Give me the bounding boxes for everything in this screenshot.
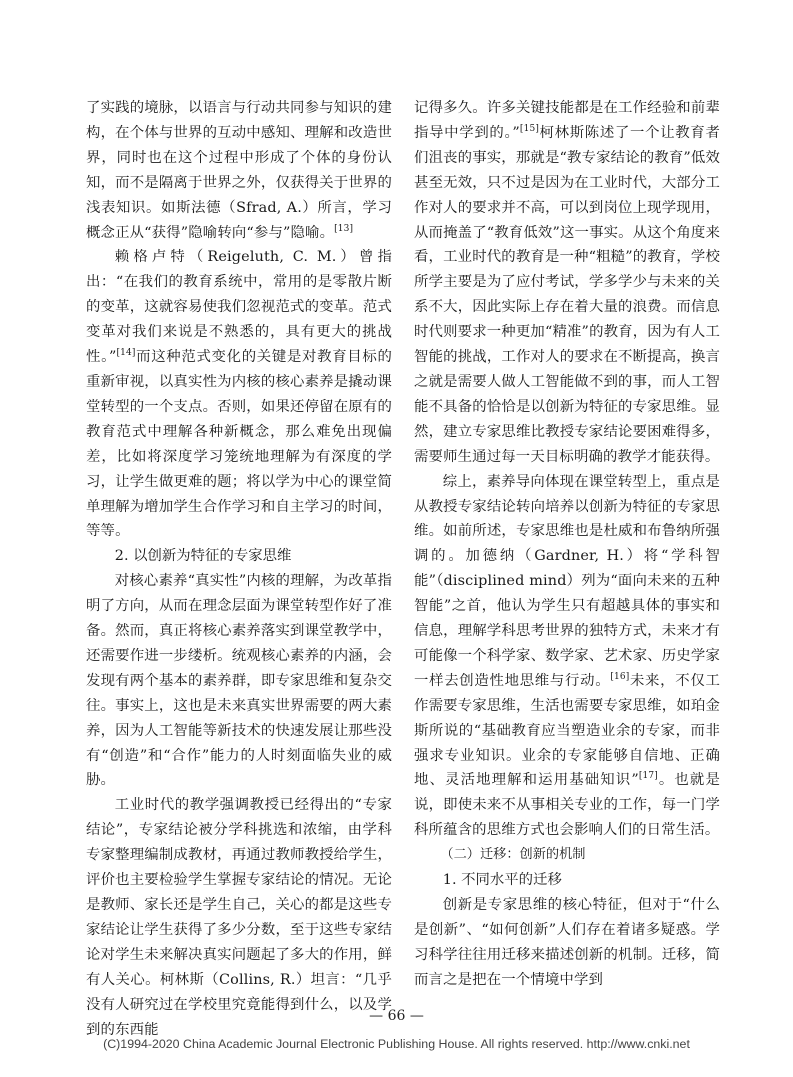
subsection-heading: 2. 以创新为特征的专家思维 <box>114 548 292 565</box>
paragraph-text: 赖格卢特（Reigeluth, C. M.）曾指出：“在我们的教育系统中，常用的是零散片断的变革，这就容易使我们忽视范式的变革。范式变革对我们来说是不熟悉的，具有更大的挑战性。” <box>86 249 392 366</box>
section-heading: （二）迁移：创新的机制 <box>440 847 586 863</box>
right-column <box>414 96 720 993</box>
paragraph: 对核心素养“真实性”内核的理解，为改革指明了方向，从而在理念层面为课堂转型作好了准备。然而，真正将核心素养落实到课堂教学中，还需要作进一步缕析。统观核心素养的内涵，会发现有两个基本的素养群，即专家思维和复杂交往。事实上，这也是未来真实世界需要的两大素养，因为人工智能等新技术的快速发展让那些没有“创造”和“合作”能力的人时刻面临失业的威胁。 <box>86 573 392 789</box>
paragraph-text: 综上，素养导向体现在课堂转型上，重点是从教授专家结论转向培养以创新为特征的专家思维。如前所述，专家思维也是杜威和布鲁纳所强调的。加德纳（Gardner, H.）将“学科智能”（disciplined mind）列为“面向未来的五种智能”之首，他认为学生只有超越具体的事实和信息，理解学科思考世界的独特方式，未来才有可能像一个科学家、数学家、艺术家、历史学家一样去创造性地思维与行动。 <box>414 473 720 689</box>
citation-ref: [15] <box>519 124 539 135</box>
citation-ref: [16] <box>610 672 630 683</box>
paragraph <box>86 245 392 544</box>
paragraph: 创新是专家思维的核心特征，但对于“什么是创新”、“如何创新”人们存在着诸多疑惑。学习科学往往用迁移来描述创新的机制。迁移，简而言之是把在一个情境中学到 <box>414 897 720 988</box>
citation-ref: [14] <box>116 348 136 359</box>
paragraph-text: 未来，不仅工作需要专家思维，生活也需要专家思维，如珀金斯所说的“基础教育应当塑造业余的专家，而非强求专业知识。业余的专家能够自信地、正确地、灵活地理解和运用基础知识” <box>414 672 720 789</box>
paragraph-text: 柯林斯陈述了一个让教育者们沮丧的事实，那就是“教专家结论的教育”低效甚至无效，只不过是因为在工业时代，大部分工作对人的要求并不高，可以到岗位上现学现用，从而掩盖了“教育低效”这一事实。从这个角度来看，工业时代的教育是一种“粗糙”的教育，学校所学主要是为了应付考试，学多学少与未来的关系不大，因此实际上存在着大量的浪费。而信息时代则要求一种更加“精准”的教育，因为有人工智能的挑战，工作对人的要求在不断提高，换言之就是需要人做人工智能做不到的事，而人工智能不具备的恰恰是以创新为特征的专家思维。显然，建立专家思维比教授专家结论要困难得多，需要师生通过每一天目标明确的教学才能获得。 <box>414 124 720 465</box>
citation-ref: [13] <box>334 223 354 234</box>
copyright-footer: (C)1994-2020 China Academic Journal Electronic Publishing House. All rights reserved. http://www.cnki.net <box>103 1037 690 1051</box>
paragraph-text: 记得多久。许多关键技能都是在工作经验和前辈指导中学到的。” <box>414 100 720 141</box>
paragraph <box>414 96 720 470</box>
left-column <box>86 96 392 1042</box>
subsection-heading: 1. 不同水平的迁移 <box>442 872 562 889</box>
paragraph: 工业时代的教学强调教授已经得出的“专家结论”，专家结论被分学科挑选和浓缩，由学科专家整理编制成教材，再通过教师教授给学生，评价也主要检验学生掌握专家结论的情况。无论是教师、家长还是学生自己，关心的都是这些专家结论让学生获得了多少分数，至于这些专家结论对学生未来解决真实问题起了多大的作用，鲜有人关心。柯林斯（Collins, R.）坦言：“几乎没有人研究过在学校里究竟能得到什么，以及学到的东西能 <box>86 797 392 1038</box>
paragraph-text: 了实践的境脉，以语言与行动共同参与知识的建构，在个体与世界的互动中感知、理解和改造世界，同时也在这个过程中形成了个体的身份认知，而不是隔离于世界之外，仅获得关于世界的浅表知识。如斯法德（Sfrad, A.）所言，学习概念正从“获得”隐喻转向“参与”隐喻。 <box>86 100 392 241</box>
paragraph <box>86 96 392 245</box>
paragraph-text: 。也就是说，即使未来不从事相关专业的工作，每一门学科所蕴含的思维方式也会影响人们的日常生活。 <box>414 772 720 839</box>
page-number: — 66 — <box>369 1008 424 1024</box>
citation-ref: [17] <box>638 771 658 782</box>
paragraph-text: 而这种范式变化的关键是对教育目标的重新审视，以真实性为内核的核心素养是撬动课堂转型的一个支点。否则，如果还停留在原有的教育范式中理解各种新概念，那么难免出现偏差，比如将深度学习笼统地理解为有深度的学习，让学生做更难的题；将以学为中心的课堂简单理解为增加学生合作学习和自主学习的时间，等等。 <box>86 349 392 540</box>
paragraph <box>414 470 720 844</box>
